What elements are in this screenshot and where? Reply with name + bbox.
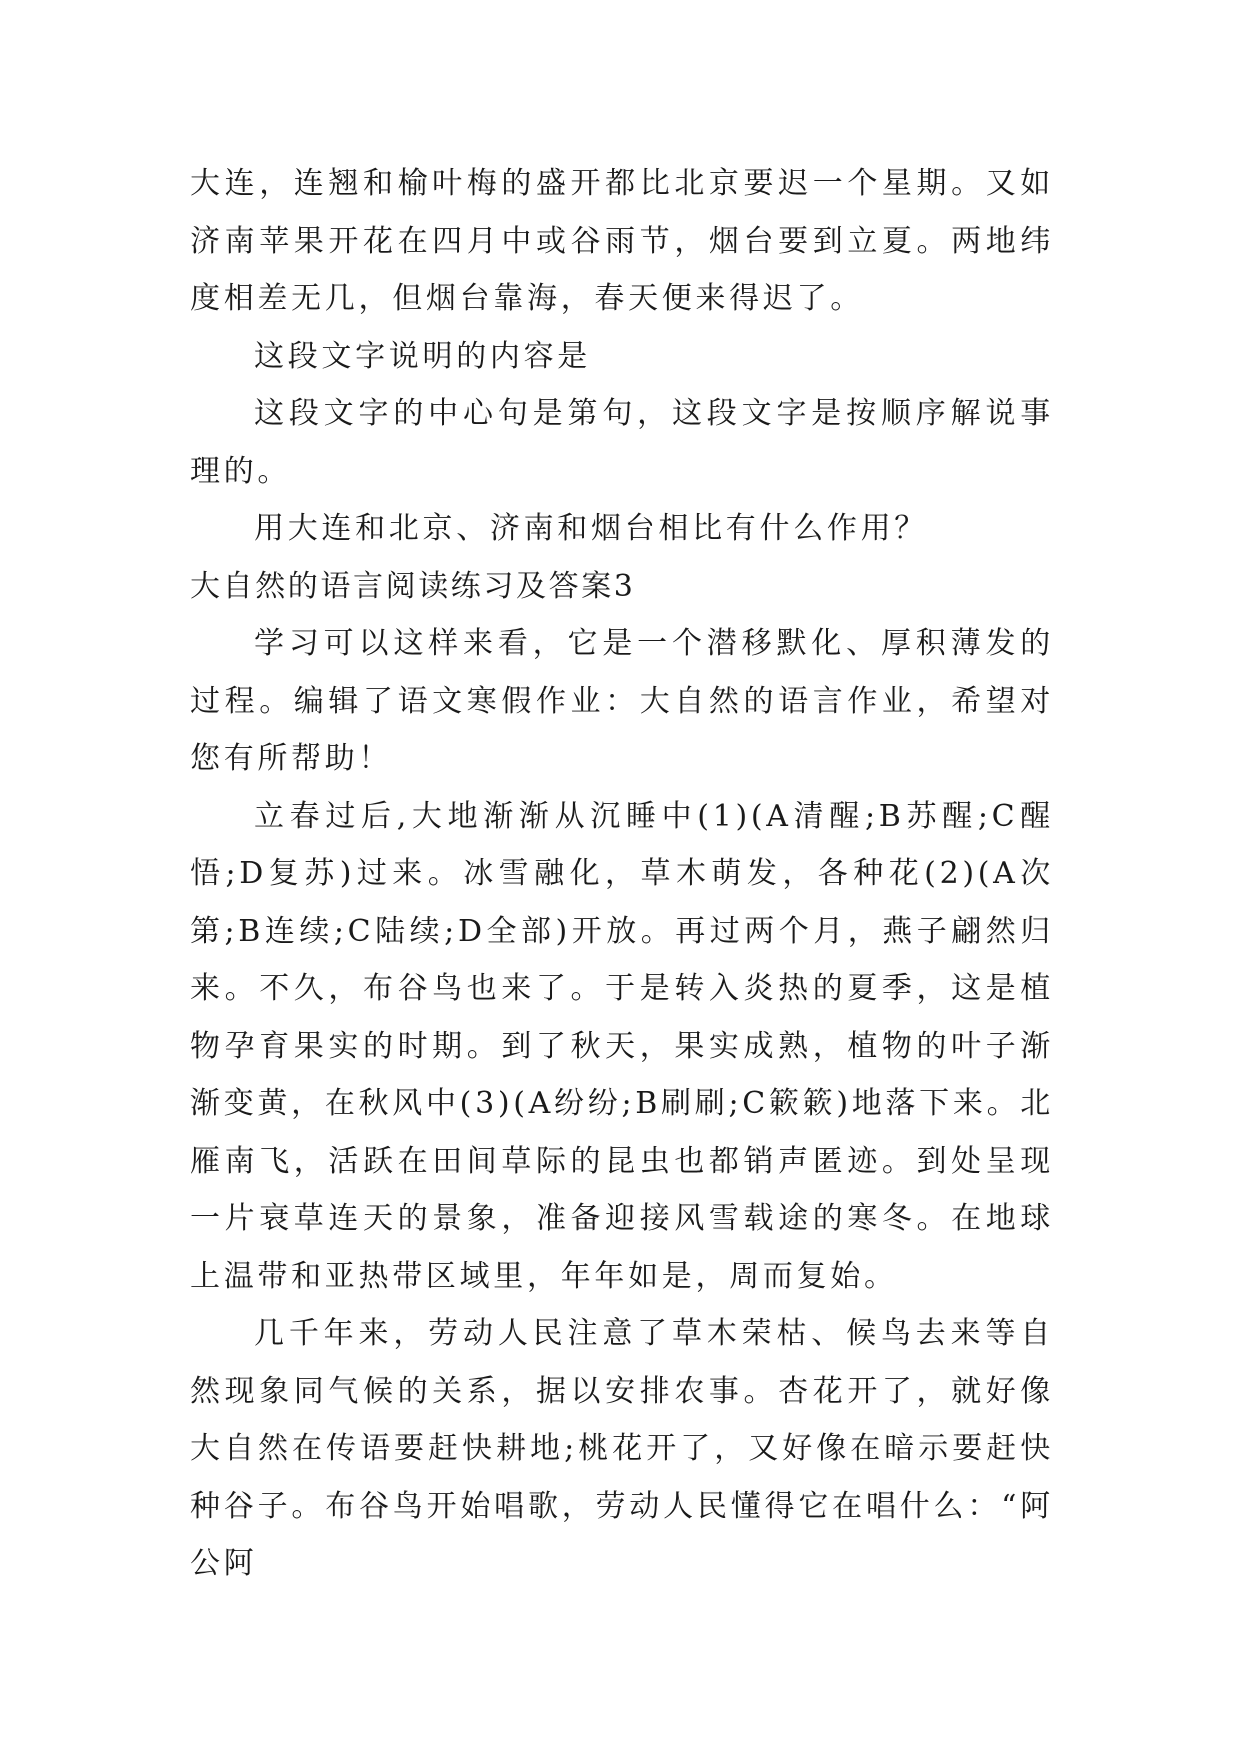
question-central-sentence: 这段文字的中心句是第句，这段文字是按顺序解说事理的。 <box>190 396 1054 489</box>
question-content: 这段文字说明的内容是 <box>254 338 591 374</box>
paragraph-seasons: 立春过后,大地渐渐从沉睡中(1)(A清醒;B苏醒;C醒悟;D复苏)过来。冰雪融化，草木萌发，各种花(2)(A次第;B连续;C陆续;D全部)开放。再过两个月，燕子翩然归来。不久，布谷鸟也来了。于是转入炎热的夏季，这是植物孕育果实的时期。到了秋天，果实成熟，植物的叶子渐渐变黄，在秋风中(3)(A纷纷;B刷刷;C簌簌)地落下来。北雁南飞，活跃在田间草际的昆虫也都销声匿迹。到处呈现一片衰草连天的景象，准备迎接风雪载途的寒冬。在地球上温带和亚热带区域里，年年如是，周而复始。 <box>190 798 1054 1294</box>
paragraph-farming: 几千年来，劳动人民注意了草木荣枯、候鸟去来等自然现象同气候的关系，据以安排农事。杏花开了，就好像大自然在传语要赶快耕地;桃花开了，又好像在暗示要赶快种谷子。布谷鸟开始唱歌，劳动人民懂得它在唱什么：“阿公阿 <box>190 1316 1054 1581</box>
document-page <box>190 155 1054 1593</box>
question-comparison: 用大连和北京、济南和烟台相比有什么作用？ <box>254 511 928 546</box>
paragraph-intro: 学习可以这样来看，它是一个潜移默化、厚积薄发的过程。编辑了语文寒假作业：大自然的语言作业，希望对您有所帮助！ <box>190 626 1054 776</box>
section-heading: 大自然的语言阅读练习及答案3 <box>190 568 636 604</box>
paragraph-dalian-yantai: 大连，连翘和榆叶梅的盛开都比北京要迟一个星期。又如济南苹果开花在四月中或谷雨节，烟台要到立夏。两地纬度相差无几，但烟台靠海，春天便来得迟了。 <box>190 166 1054 316</box>
